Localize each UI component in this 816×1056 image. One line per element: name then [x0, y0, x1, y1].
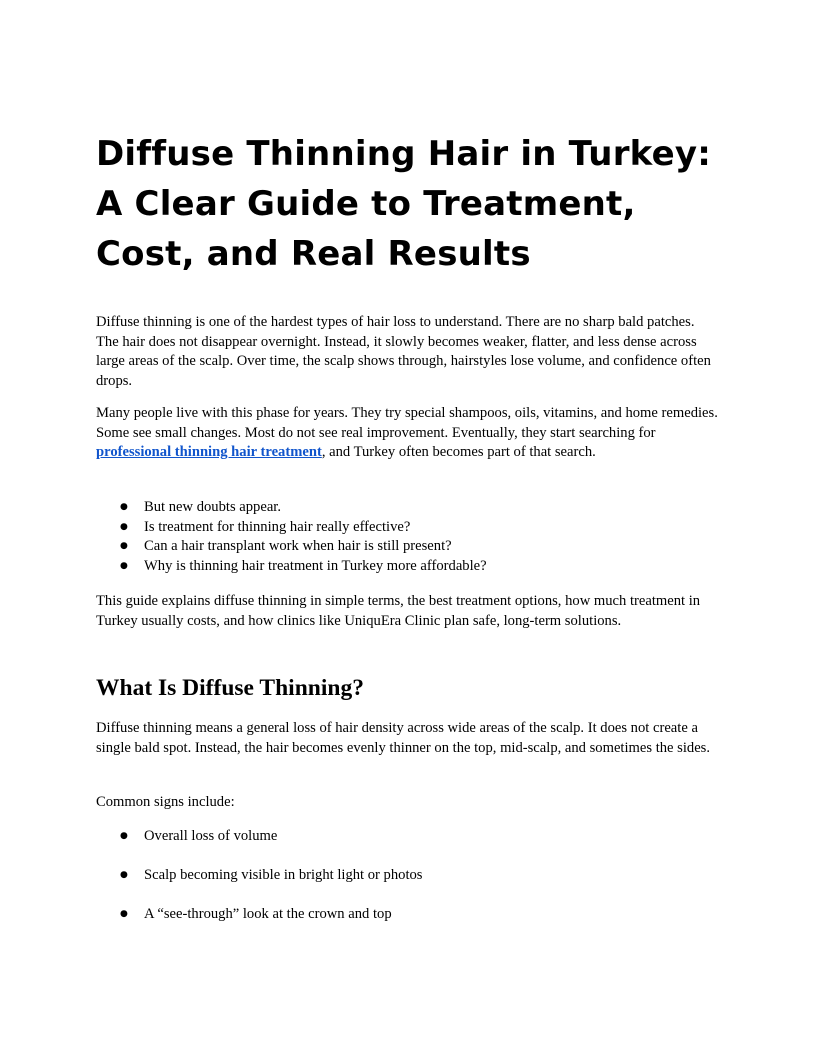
signs-list: [96, 827, 720, 944]
intro-paragraph-1: Diffuse thinning is one of the hardest types of hair loss to understand. There are no sharp bald patches. The hair does not disappear overnight. Instead, it slowly becomes weaker, flatter, and less dense across large areas of the scalp. Over time, the scalp shows through, hairstyles lose volume, and confidence often drops.: [96, 314, 711, 389]
list-item: [96, 518, 720, 538]
list-item: [96, 537, 720, 557]
intro-paragraph-3: This guide explains diffuse thinning in simple terms, the best treatment options, how much treatment in Turkey usually costs, and how clinics like UniquEra Clinic plan safe, long-term solutions.: [96, 593, 701, 629]
list-item: [96, 498, 720, 518]
bullet-icon: ●: [120, 521, 128, 532]
list-item-text: A “see-through” look at the crown and top: [144, 906, 392, 922]
signs-intro: Common signs include:: [96, 794, 235, 810]
list-item-text: Why is thinning hair treatment in Turkey more affordable?: [144, 557, 487, 574]
intro-paragraph-2-text-after: , and Turkey often becomes part of that search.: [321, 444, 596, 460]
bullet-icon: ●: [120, 831, 128, 841]
document-title: Diffuse Thinning Hair in Turkey: A Clear Guide to Treatment, Cost, and Real Results: [96, 134, 711, 274]
list-item-text: But new doubts appear.: [144, 499, 281, 515]
list-item: [96, 557, 720, 577]
intro-paragraph-2-text-before: Many people live with this phase for years. They try special shampoos, oils, vitamins, and home remedies. Some see small changes. Most do not see real improvement. Eventually, they start searching for: [96, 405, 718, 441]
bullet-icon: ●: [120, 560, 128, 571]
professional-treatment-link[interactable]: professional thinning hair treatment: [96, 444, 322, 460]
list-item-text: Scalp becoming visible in bright light or photos: [144, 867, 423, 883]
list-item: [96, 866, 720, 886]
intro-paragraph-2: [96, 404, 720, 463]
list-item: [96, 827, 720, 847]
section-paragraph-definition: Diffuse thinning means a general loss of hair density across wide areas of the scalp. It does not create a single bald spot. Instead, the hair becomes evenly thinner on the top, mid-scalp, and sometimes the sides.: [96, 720, 711, 756]
bullet-icon: ●: [120, 870, 128, 880]
section-heading-what-is-diffuse-thinning: What Is Diffuse Thinning?: [96, 675, 364, 701]
list-item-text: Can a hair transplant work when hair is still present?: [144, 538, 452, 554]
bullet-icon: ●: [120, 502, 128, 512]
bullet-icon: ●: [120, 909, 128, 919]
list-item: [96, 905, 720, 925]
list-item-text: Overall loss of volume: [144, 828, 278, 844]
list-item-text: Is treatment for thinning hair really effective?: [144, 518, 411, 535]
bullet-icon: ●: [120, 541, 128, 551]
questions-list: [96, 498, 720, 576]
